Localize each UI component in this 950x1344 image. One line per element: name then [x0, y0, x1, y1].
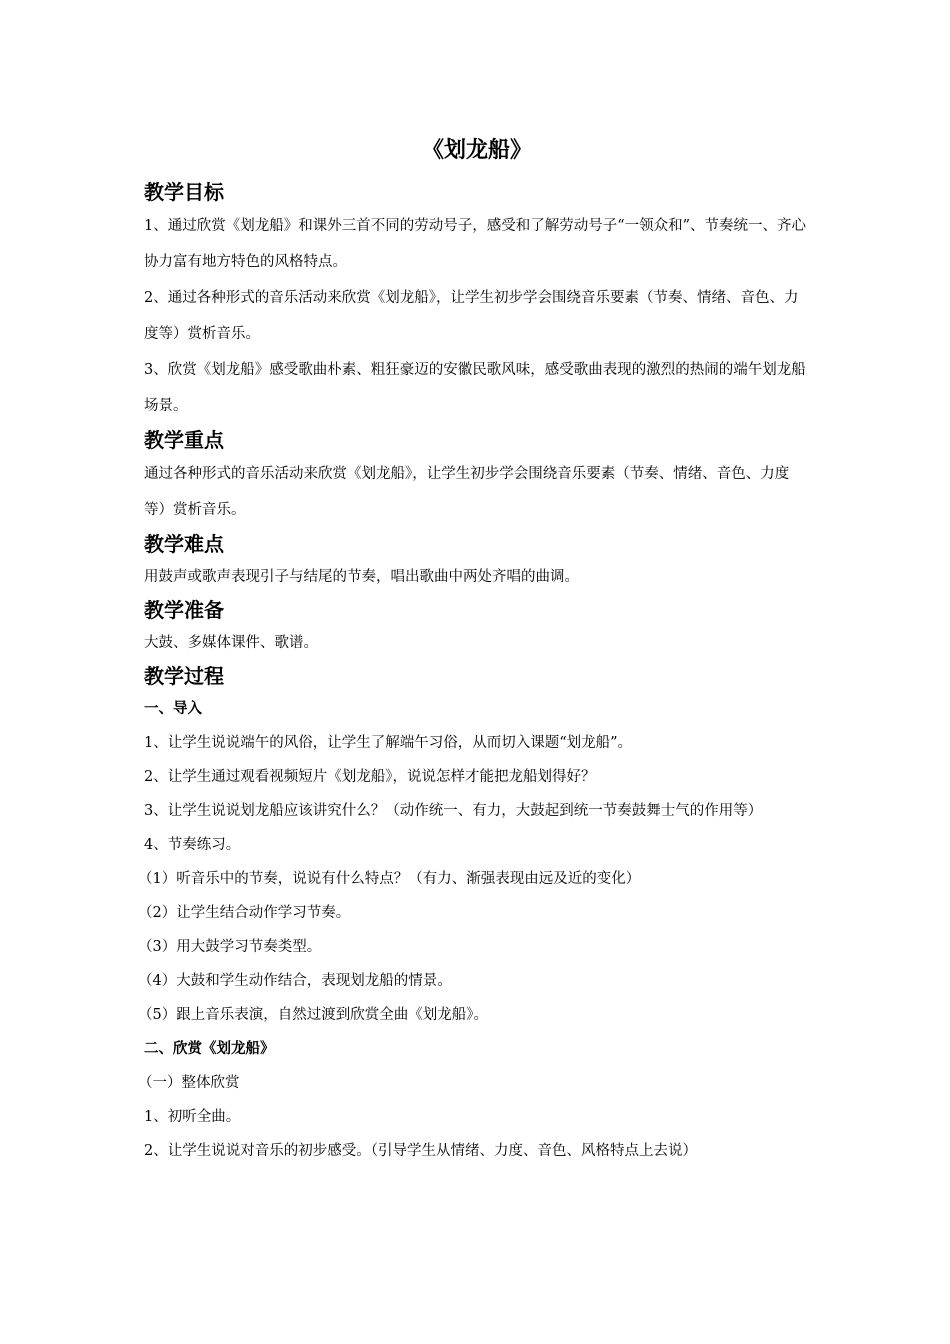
process-part1-sub-item-4: （4）大鼓和学生动作结合，表现划龙船的情景。: [138, 973, 452, 989]
process-part1-sub-item-2: （2）让学生结合动作学习节奏。: [138, 905, 351, 921]
heading-goals: 教学目标: [144, 180, 224, 204]
process-part2-sub-heading: （一）整体欣赏: [138, 1075, 240, 1091]
process-part2-item-2: 2、让学生说说对音乐的初步感受。（引导学生从情绪、力度、音色、风格特点上去说）: [144, 1143, 697, 1159]
process-part1-item-4: 4、节奏练习。: [144, 837, 241, 853]
goal-item-1: 1、通过欣赏《划龙船》和课外三首不同的劳动号子，感受和了解劳动号子“一领众和”、节奏统一、齐心协力富有地方特色的风格特点。: [144, 218, 807, 270]
difficulties-text: 用鼓声或歌声表现引子与结尾的节奏，唱出歌曲中两处齐唱的曲调。: [144, 569, 579, 585]
process-part1-sub-item-5: （5）跟上音乐表演，自然过渡到欣赏全曲《划龙船》。: [138, 1007, 488, 1023]
preparation-text: 大鼓、多媒体课件、歌谱。: [144, 635, 318, 651]
document-content: [138, 130, 810, 1168]
heading-key-points: 教学重点: [144, 428, 224, 452]
key-points-text: 通过各种形式的音乐活动来欣赏《划龙船》，让学生初步学会围绕音乐要素（节奏、情绪、音色、力度等）赏析音乐。: [144, 466, 790, 518]
process-part2-item-1: 1、初听全曲。: [144, 1109, 241, 1125]
heading-process: 教学过程: [144, 664, 224, 688]
process-part1-sub-item-1: （1）听音乐中的节奏，说说有什么特点？（有力、渐强表现由远及近的变化）: [138, 871, 641, 887]
process-part1-sub-item-3: （3）用大鼓学习节奏类型。: [138, 939, 322, 955]
process-part2-heading: 二、欣赏《划龙船》: [144, 1040, 275, 1057]
heading-difficulties: 教学难点: [144, 532, 224, 556]
goal-item-3: 3、欣赏《划龙船》感受歌曲朴素、粗狂豪迈的安徽民歌风味，感受歌曲表现的激烈的热闹的端午划龙船场景。: [144, 362, 806, 414]
process-part1-item-3: 3、让学生说说划龙船应该讲究什么？（动作统一、有力，大鼓起到统一节奏鼓舞士气的作用等）: [144, 803, 763, 819]
process-part1-item-1: 1、让学生说说端午的风俗，让学生了解端午习俗，从而切入课题“划龙船”。: [144, 735, 633, 751]
document-title: 《划龙船》: [421, 137, 532, 163]
heading-preparation: 教学准备: [144, 598, 224, 622]
goal-item-2: 2、通过各种形式的音乐活动来欣赏《划龙船》，让学生初步学会围绕音乐要素（节奏、情绪、音色、力度等）赏析音乐。: [144, 290, 799, 342]
process-part1-item-2: 2、让学生通过观看视频短片《划龙船》，说说怎样才能把龙船划得好？: [144, 769, 596, 785]
process-part1-heading: 一、导入: [144, 700, 202, 717]
